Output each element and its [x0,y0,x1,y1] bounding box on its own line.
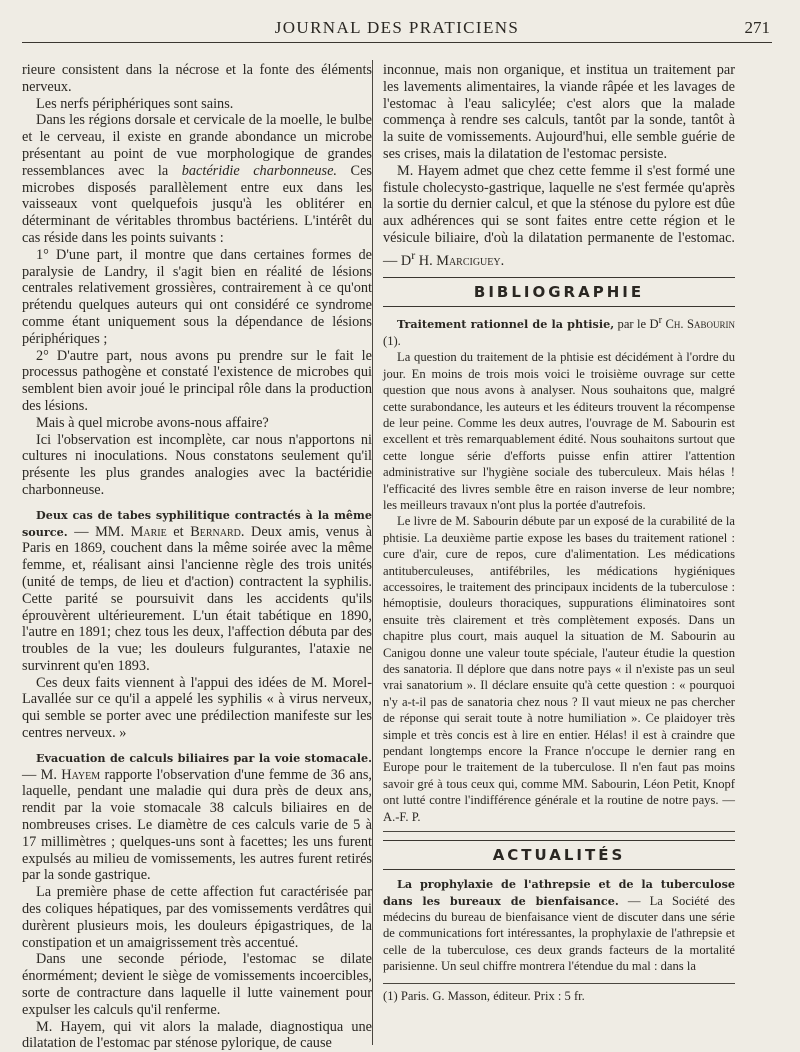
page-number: 271 [744,18,770,37]
text-run: Dans les régions dorsale et cervicale de la moelle, le bulbe et le cerveau, il existe en grande abondance un microbe présentant au point de vue morphologique de grandes ressemblances avec la [22,112,372,179]
article-calculs [22,750,372,884]
left-column [22,62,372,1052]
section-heading-actualites: ACTUALITÉS [383,840,735,870]
paragraph [22,112,372,246]
text-run: rapporte l'observation d'une femme de 36 ans, laquelle, pendant une maladie qui dura près de deux ans, rendit par la voie stomacale 38 calculs biliaires en de nombreuses crises. Le diamètre de ces calculs varie de 5 à 17 millimètres ; quelques-uns sont à facettes; les uns furent expulsés au milieu de vomissements, les autres furent retirés par la sonde gastrique. [22,766,372,884]
paragraph: Ici l'observation est incomplète, car nous n'apportons ni cultures ni inoculations. Nous constatons seulement qu'il présente les plus grandes analogies avec la bactéridie charbonneuse. [22,431,372,498]
column-divider [372,60,373,1045]
paragraph: Dans une seconde période, l'estomac se dilate énormément; devient le siège de vomissements incoercibles, sorte de contracture dans laquelle il lutte vainement pour expulser les calculs qu'il renferme. [22,951,372,1018]
text-run: M. Hayem admet que chez cette femme il s'est formé une fistule cholecysto-gastrique, laquelle ne s'est fermée qu'après la sortie du dernier calcul, et que la sténose du pylore est dûe aux adhérences qui se sont faites entre cette région et le vésicule biliaire, d'où la dilatation permanente de l'estomac. — D [383,162,735,269]
footnote-ref: (1). [383,333,401,348]
paragraph: inconnue, mais non organique, et institua un traitement par les lavements alimentaires, la viande râpée et les lavages de l'estomac à l'eau salicylée; c'est alors que la malade commença à rendre ses calculs, tantôt par la sonde, tantôt à la suite de vomissements. Aujourd'hui, elle semble guérie de ses crises, mais la dilatation de l'estomac persiste. [383,62,735,162]
article-rubric: Deux cas de tabes syphilitique contractés à la même source. [22,507,372,539]
paragraph: La question du traitement de la phtisie est décidément à l'ordre du jour. En moins de trois mois voici le troisième ouvrage sur cette question que nous avons à analyser. Nous souhaitons que, malgré cette surabondance, les auteurs et les éditeurs trouvent la récompense de leur peine. Comme les deux autres, l'ouvrage de M. Sabourin est excellent et très remarquablement édité. Nous souhaitons surtout que cette longue série d'efforts puisse enfin attirer l'attention administrative sur l'hygiène sociale des tuberculeux. Mais hélas ! l'efficacité des livres semble être en raison inverse de leur nombre; les meilleurs travaux n'ont plus la portée d'autrefois. [383,350,735,512]
paragraph: La première phase de cette affection fut caractérisée par des coliques hépatiques, par des vomissements verdâtres qui durèrent plusieurs mois, les douleurs épigastriques, de la constipation et un amaigrissement très accentué. [22,884,372,951]
author-name: Marie [130,523,167,540]
paragraph: 1° D'une part, il montre que dans certaines formes de paralysie de Landry, il s'agit bien en réalité de lésions centrales relativement grossières, contrairement à ce qu'ont prétendu quelques auteurs qui ont considéré ce syndrome comme étant uniquement sous la dépendance de lésions périphériques ; [22,246,372,347]
superscript: r [411,247,416,262]
text-run: — MM. [67,523,131,540]
author-name: Hayem [61,766,101,783]
footnote: (1) Paris. G. Masson, éditeur. Prix : 5 fr. [383,983,735,1004]
text-run: — La Société des médecins du bureau de bienfaisance vient de discuter dans une série de communications fort intéressantes, la prophylaxie de l'athrepsie et celle de la tuberculose, ces deux grands facteurs de la mortalité parisienne. Un seul chiffre montrera l'étendue du mal : dans la [383,893,735,974]
paragraph: M. Hayem, qui vit alors la malade, diagnostiqua une dilatation de l'estomac par sténose pylorique, de cause [22,1018,372,1052]
signature: Marciguey [436,252,501,269]
article-rubric: Evacuation de calculs biliaires par la voie stomacale. [36,750,372,765]
text-run: H. [415,252,437,269]
text-run: . [500,252,505,269]
paragraph [383,163,735,270]
article-tabes [22,507,372,675]
text-run: Ces microbes disposés parallèlement entre eux dans les vaisseaux vont quelquefois jusqu'à les oblitérer en déterminant de véritables thrombus bactériens. L'intérêt du cas réside dans les points suivants : [22,162,372,246]
text-run: et [166,523,191,540]
running-header [22,18,772,43]
paragraph: 2° D'autre part, nous avons pu prendre sur le fait le processus pathogène et constaté l'existence de microbes qui semblent bien avoir joué le principal rôle dans la production des lésions. [22,347,372,414]
section-heading-bibliographie: BIBLIOGRAPHIE [383,277,735,307]
right-column [383,62,735,1004]
italic-term: bactéridie charbonneuse. [181,162,337,179]
article-rubric: Traitement rationnel de la phtisie, [397,317,615,332]
paragraph: rieure consistent dans la nécrose et la fonte des éléments nerveux. [22,62,372,95]
paragraph: Ces deux faits viennent à l'appui des idées de M. Morel-Lavallée sur ce qu'il a appelé les syphilis « à virus nerveux, qui semble se porter avec une prédilection manifeste sur les centres nerveux. » [22,674,372,742]
section-rule [383,831,735,832]
text-run: par le D [614,317,659,332]
author-name: Ch. Sabourin [662,317,735,332]
journal-title: JOURNAL DES PRATICIENS [274,18,520,37]
paragraph: Les nerfs périphériques sont sains. [36,95,234,112]
paragraph: Le livre de M. Sabourin débute par un exposé de la curabilité de la phtisie. La deuxième partie expose les bases du traitement rationel : cure d'air, cure de repos, cure d'alimentation. Les médications antituberculeuses, antifébriles, les médications hygiéniques accessoires, le traitement des principaux incidents de la tuberculose : hémoptisie, douleurs thoraciques, suppurations éliminatoires sont ensuite très clairement et très complètement exposés. Dans un chapitre plus court, mais auquel la situation de M. Sabourin au Canigou donne une valeur toute spéciale, l'auteur étudie la question des sanatoria. Il déplore que dans notre pays « il n'existe pas un seul vrai sanatorium ». Il déclare ensuite qu'à cette question : « pourquoi n'y a-t-il pas de sanatoria chez nous ? Il vaut mieux ne pas chercher de réponse qui serait toute à notre humiliation ». Ce plaidoyer très simple et très concis est à lire en entier. Hélas! il est à craindre que pendant longtemps encore la France n'occupe le dernier rang en Europe pour le traitement de la tuberculose. Il n'en faut pas moins savoir gré à tous ceux qui, comme MM. Sabourin, Léon Petit, Knopf ont lutté contre l'indifférence générale et la routine de notre pays. — A.-F. P. [383,514,735,824]
article-rubric: La prophylaxie de l'athrepsie et de la tuberculose dans les bureaux de bienfaisance. [383,877,735,908]
paragraph: Mais à quel microbe avons-nous affaire? [36,414,269,431]
text-run: . Deux amis, venus à Paris en 1869, couchent dans la même soirée avec la même femme, et, réalisant ainsi l'ancienne règle des trois unités (unité de temps, de lieu et d'action) contractent la syphilis. Cette parité se poursuivit dans les accidents qu'ils éprouvèrent ultérieurement. L'un était tabétique en 1890, l'autre en 1891; chez tous les deux, l'affection débuta par des troubles de la vue; les douleurs fulgurantes, l'ataxie ne survinrent qu'en 1893. [22,523,372,674]
review-title [383,313,735,349]
text-run: — M. [22,766,62,783]
superscript: r [658,315,663,327]
article-prophylaxie [383,876,735,974]
author-name: Bernard [190,523,241,540]
